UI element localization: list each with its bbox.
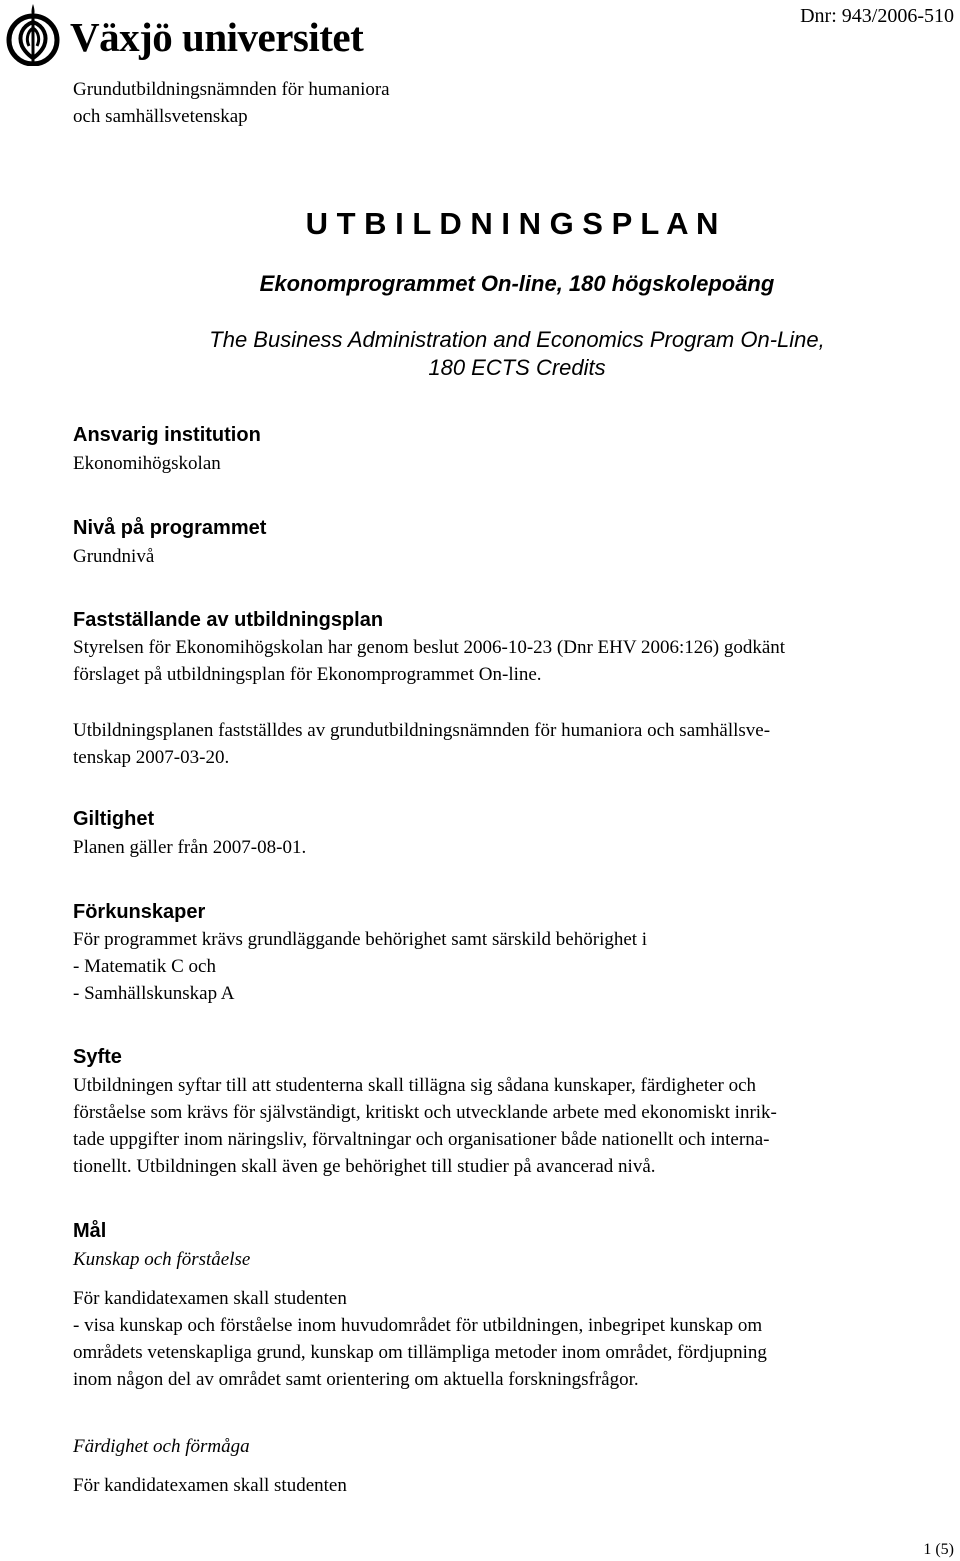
logo-wordmark: Växjö universitet <box>70 14 364 60</box>
page-number: 1 (5) <box>923 1541 954 1558</box>
text-line: - Samhällskunskap A <box>73 983 235 1004</box>
program-title-sv: Ekonomprogrammet On-line, 180 högskolepoäng <box>259 271 775 296</box>
section-heading-giltighet: Giltighet <box>73 808 155 830</box>
section-text-faststallande-2 <box>73 717 770 771</box>
page-title: U T B I L D N I N G S P L A N <box>305 206 719 241</box>
committee-line-2: och samhällsvetenskap <box>73 106 248 127</box>
text-line: Utbildningen syftar till att studenterna skall tillägna sig sådana kunskaper, färdigheter och <box>73 1075 757 1096</box>
subheading-fardighet: Färdighet och förmåga <box>73 1436 250 1457</box>
university-emblem-icon <box>4 2 62 66</box>
committee-line-1: Grundutbildningsnämnden för humaniora <box>73 79 390 100</box>
text-line: - Matematik C och <box>73 956 216 977</box>
section-heading-syfte: Syfte <box>73 1046 122 1068</box>
text-line: tionellt. Utbildningen skall även ge behörighet till studier på avancerad nivå. <box>73 1156 656 1177</box>
university-logo <box>4 2 364 66</box>
section-heading-forkunskaper: Förkunskaper <box>73 901 206 923</box>
text-kunskap-intro: För kandidatexamen skall studenten <box>73 1288 347 1309</box>
section-heading-mal: Mål <box>73 1220 107 1242</box>
text-line: För programmet krävs grundläggande behörighet samt särskild behörighet i <box>73 929 648 950</box>
text-line: förståelse som krävs för självständigt, kritiskt och utvecklande arbete med ekonomiskt inrik- <box>73 1102 777 1123</box>
program-title-en <box>0 326 960 382</box>
text-line: områdets vetenskapliga grund, kunskap om tillämpliga metoder inom området, fördjupning <box>73 1342 767 1363</box>
section-heading-faststallande: Fastställande av utbildningsplan <box>73 609 384 631</box>
text-line: tade uppgifter inom näringsliv, förvaltningar och organisationer både nationellt och interna- <box>73 1129 770 1150</box>
section-text-giltighet: Planen gäller från 2007-08-01. <box>73 837 307 858</box>
section-text-niva: Grundnivå <box>73 546 155 567</box>
section-text-syfte <box>73 1072 777 1180</box>
subheading-kunskap: Kunskap och förståelse <box>73 1249 251 1270</box>
document-number: Dnr: 943/2006-510 <box>800 5 954 27</box>
program-title-en-line-2: 180 ECTS Credits <box>428 355 606 380</box>
text-fardighet-intro: För kandidatexamen skall studenten <box>73 1475 347 1496</box>
text-line: - visa kunskap och förståelse inom huvudområdet för utbildningen, inbegripet kunskap om <box>73 1315 763 1336</box>
section-text-faststallande <box>73 634 785 688</box>
text-kunskap <box>73 1312 767 1393</box>
text-line: tenskap 2007-03-20. <box>73 747 230 768</box>
section-heading-niva: Nivå på programmet <box>73 517 267 539</box>
program-title-en-line-1: The Business Administration and Economics Program On-Line, <box>209 327 825 352</box>
text-line: inom någon del av området samt orientering om aktuella forskningsfrågor. <box>73 1369 639 1390</box>
section-text-ansvarig: Ekonomihögskolan <box>73 453 221 474</box>
section-heading-ansvarig: Ansvarig institution <box>73 424 261 446</box>
text-line: Utbildningsplanen fastställdes av grundutbildningsnämnden för humaniora och samhällsve- <box>73 720 771 741</box>
committee-name <box>73 76 390 130</box>
text-line: förslaget på utbildningsplan för Ekonomprogrammet On-line. <box>73 664 542 685</box>
section-text-forkunskaper <box>73 926 647 1007</box>
text-line: Styrelsen för Ekonomihögskolan har genom beslut 2006-10-23 (Dnr EHV 2006:126) godkänt <box>73 637 786 658</box>
